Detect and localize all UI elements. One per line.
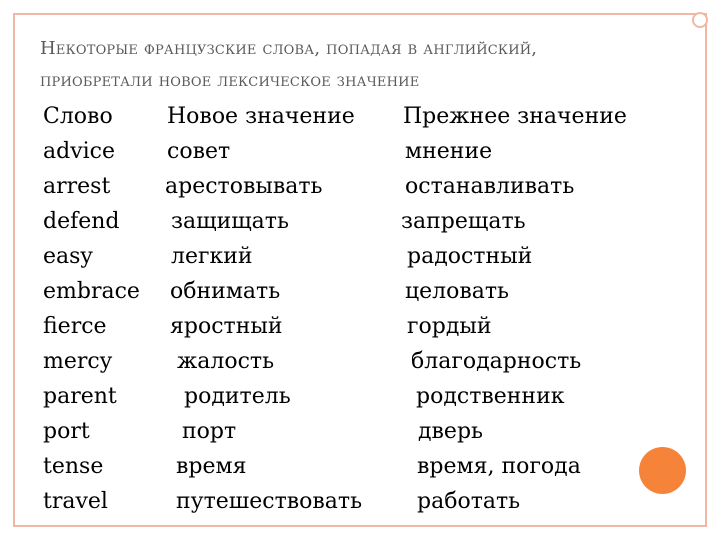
table-row (43, 449, 663, 484)
frame-corner-dot (692, 12, 708, 28)
cell-new-meaning: жалость (177, 349, 275, 374)
table-row (43, 484, 663, 519)
cell-old-meaning: работать (417, 489, 521, 514)
cell-word: defend (43, 209, 120, 234)
cell-word: tense (43, 454, 104, 479)
cell-new-meaning: легкий (171, 244, 253, 269)
table-row (43, 309, 663, 344)
cell-word: arrest (43, 174, 111, 199)
table-header-row (43, 99, 663, 134)
cell-old-meaning: родственник (416, 384, 565, 409)
header-word: Слово (43, 104, 113, 129)
word-meaning-table (43, 99, 663, 519)
table-row (43, 134, 663, 169)
table-row (43, 204, 663, 239)
cell-word: embrace (43, 279, 140, 304)
slide-title-line-2: приобретали новое лексическое значение (40, 70, 420, 91)
cell-old-meaning: гордый (407, 314, 492, 339)
cell-old-meaning: мнение (405, 139, 493, 164)
slide-title-line-1: Некоторые французские слова, попадая в английский, (40, 38, 538, 59)
cell-new-meaning: обнимать (170, 279, 281, 304)
cell-word: port (43, 419, 90, 444)
cell-word: parent (43, 384, 117, 409)
cell-word: travel (43, 489, 108, 514)
slide-title (40, 40, 537, 90)
cell-word: easy (43, 244, 93, 269)
table-row (43, 169, 663, 204)
table-row (43, 379, 663, 414)
cell-new-meaning: время (176, 454, 247, 479)
table-row (43, 274, 663, 309)
cell-old-meaning: дверь (418, 419, 484, 444)
table-row (43, 344, 663, 379)
cell-new-meaning: порт (182, 419, 237, 444)
cell-word: advice (43, 139, 116, 164)
cell-new-meaning: арестовывать (165, 174, 323, 199)
header-old-meaning: Прежнее значение (403, 104, 627, 129)
table-row (43, 239, 663, 274)
cell-new-meaning: яростный (170, 314, 283, 339)
table-row (43, 414, 663, 449)
cell-new-meaning: путешествовать (176, 489, 363, 514)
header-new-meaning: Новое значение (167, 104, 355, 129)
cell-new-meaning: защищать (171, 209, 289, 234)
cell-new-meaning: родитель (184, 384, 291, 409)
cell-old-meaning: запрещать (401, 209, 526, 234)
cell-old-meaning: целовать (405, 279, 510, 304)
cell-word: fierce (43, 314, 107, 339)
cell-new-meaning: совет (167, 139, 231, 164)
cell-old-meaning: благодарность (411, 349, 582, 374)
cell-word: mercy (43, 349, 113, 374)
cell-old-meaning: время, погода (417, 454, 581, 479)
cell-old-meaning: останавливать (405, 174, 575, 199)
cell-old-meaning: радостный (407, 244, 533, 269)
